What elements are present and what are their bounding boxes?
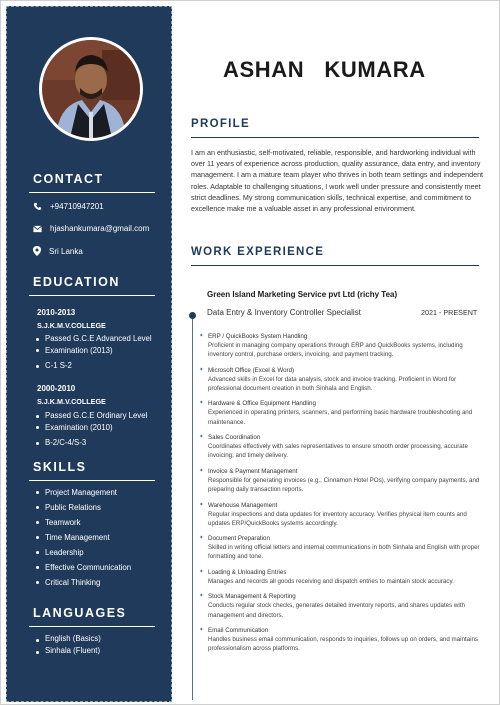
email-icon <box>33 225 42 233</box>
star-bullet-icon: ✦ <box>199 366 204 373</box>
candidate-name: ASHAN KUMARA <box>223 57 426 82</box>
contact-phone <box>33 202 104 211</box>
duty-title: Microsoft Office (Excel & Word) <box>208 366 295 374</box>
skill-item: Teamwork <box>35 515 131 530</box>
duty-description: Responsible for generating invoices (e.g., Cinnamon Hotel POs), verifying company payments, and preparing daily transaction reports. <box>208 476 480 494</box>
education-divider <box>29 295 155 296</box>
skill-item: Leadership <box>35 545 131 560</box>
language-item: English (Basics) <box>35 633 101 645</box>
skills-list <box>35 485 131 590</box>
experience-divider <box>191 265 479 266</box>
star-bullet-icon: ✦ <box>199 434 204 441</box>
education-details-1 <box>35 333 152 372</box>
contact-email <box>33 224 149 233</box>
star-bullet-icon: ✦ <box>199 400 204 407</box>
education-years-2: 2000-2010 <box>37 384 76 393</box>
duty-title: Sales Coordination <box>208 434 261 442</box>
profile-heading: PROFILE <box>191 118 250 130</box>
list-item-continuation: Examination (2013) <box>45 345 113 355</box>
skill-item: Critical Thinking <box>35 575 131 590</box>
list-item <box>35 345 152 357</box>
location-pin-icon <box>33 246 41 256</box>
contact-heading: CONTACT <box>33 172 104 186</box>
list-item: Passed G.C.E Advanced Level <box>35 333 152 345</box>
duty-description: Regular inspections and data updates for inventory accuracy. Verifies physical item counts and updates ERP/QuickBooks systems accordingly. <box>208 510 467 527</box>
timeline-dot <box>189 312 196 319</box>
job-period: 2021 - PRESENT <box>421 308 478 317</box>
education-school-1: S.J.K.M.V.COLLEGE <box>37 321 106 330</box>
profile-photo <box>42 40 140 138</box>
list-item-continuation: Examination (2010) <box>45 422 113 432</box>
star-bullet-icon: ✦ <box>199 467 204 474</box>
star-bullet-icon: ✦ <box>199 593 204 600</box>
star-bullet-icon: ✦ <box>199 501 204 508</box>
duty-description: Experienced in operating printers, scanners, and performing basic hardware troubleshooting and maintenance. <box>208 409 473 426</box>
job-role: Data Entry & Inventory Controller Specialist <box>207 308 361 317</box>
duty-description: Skilled in writing official letters and internal communications in both Sinhala and English with proper formatting and tone. <box>208 544 480 561</box>
education-heading: EDUCATION <box>33 275 120 289</box>
profile-divider <box>191 137 479 138</box>
profile-photo-frame <box>39 37 143 141</box>
skill-item: Project Management <box>35 485 131 500</box>
contact-location <box>33 246 83 256</box>
duty-item <box>199 501 489 528</box>
duty-description: Proficient in managing company operations through ERP and QuickBooks systems, including inventory control, purchase orders, invoicing, and payment tracking. <box>208 342 463 359</box>
skills-heading: SKILLS <box>33 460 87 474</box>
skill-item: Effective Communication <box>35 560 131 575</box>
star-bullet-icon: ✦ <box>199 535 204 542</box>
duty-description: Manages and records all goods receiving and dispatch entries to maintain stock accuracy. <box>208 577 454 585</box>
duties-list <box>199 332 489 660</box>
education-school-2: S.J.K.M.V.COLLEGE <box>37 397 106 406</box>
duty-item <box>199 332 489 359</box>
duty-title: Invoice & Payment Management <box>208 467 298 475</box>
duty-item <box>199 592 489 619</box>
duty-title: Document Preparation <box>208 535 270 543</box>
duty-item <box>199 534 489 561</box>
duty-item <box>199 467 489 494</box>
duty-item <box>199 399 489 426</box>
sidebar <box>6 6 172 702</box>
duty-title: Email Communication <box>208 627 269 635</box>
list-item: Passed G.C.E Ordinary Level <box>35 410 147 422</box>
star-bullet-icon: ✦ <box>199 627 204 634</box>
duty-item <box>199 626 489 653</box>
contact-divider <box>29 192 155 193</box>
profile-summary: I am an enthusiastic, self-motivated, reliable, responsible, and hardworking individual with over 11 years of experience across production, quality assurance, data entry, and inventory management. I am a mature team player who thrives in both team settings and independent roles. Adaptable to challenging situations, I work well under pressure and consistently meet strict deadlines. My strong communication skills, technical expertise, and commitment to excellence make me a valuable asset in any professional environment. <box>191 148 484 214</box>
star-bullet-icon: ✦ <box>199 333 204 339</box>
duty-item <box>199 568 489 586</box>
education-years-1: 2010-2013 <box>37 308 76 317</box>
phone-number: +94710947201 <box>50 202 104 211</box>
duty-description: Advanced skills in Excel for data analysis, stock and invoice tracking. Proficient in Word for professional document creation in both Sinhala and English. <box>208 375 457 392</box>
list-item: C-1 S-2 <box>35 360 152 372</box>
star-bullet-icon: ✦ <box>199 568 204 575</box>
experience-heading: WORK EXPERIENCE <box>191 246 325 258</box>
duty-title: Stock Management & Reporting <box>208 593 296 601</box>
timeline-line <box>192 315 193 700</box>
duty-title: ERP / QuickBooks System Handling <box>208 333 308 340</box>
duty-item <box>199 433 489 460</box>
language-item: Sinhala (Fluent) <box>35 645 101 657</box>
education-details-2 <box>35 410 147 449</box>
duty-title: Warehouse Management <box>208 501 278 509</box>
duty-item <box>199 366 489 393</box>
duty-description: Handles business email communication, responds to inquiries, follows up on orders, and maintains professionalism across platforms. <box>208 636 478 653</box>
languages-divider <box>29 626 155 627</box>
languages-heading: LANGUAGES <box>33 606 127 620</box>
skill-item: Public Relations <box>35 500 131 515</box>
company-name: Green Island Marketing Service pvt Ltd (richy Tea) <box>207 290 398 299</box>
duty-description: Conducts regular stock checks, generates detailed inventory reports, and shares updates with management and directors. <box>208 602 465 619</box>
list-item: B-2/C-4/S-3 <box>35 437 147 449</box>
skill-item: Time Management <box>35 530 131 545</box>
phone-icon <box>33 202 42 211</box>
duty-title: Loading & Unloading Entries <box>208 568 287 576</box>
skills-divider <box>29 480 155 481</box>
languages-list <box>35 633 101 657</box>
location-text: Sri Lanka <box>49 246 83 256</box>
email-address: hjashankumara@gmail.com <box>50 224 150 233</box>
duty-description: Coordinates effectively with sales representatives to ensure smooth order processing, accurate invoicing, and timely delivery. <box>208 443 468 460</box>
duty-title: Hardware & Office Equipment Handling <box>208 400 316 408</box>
list-item <box>35 422 147 434</box>
